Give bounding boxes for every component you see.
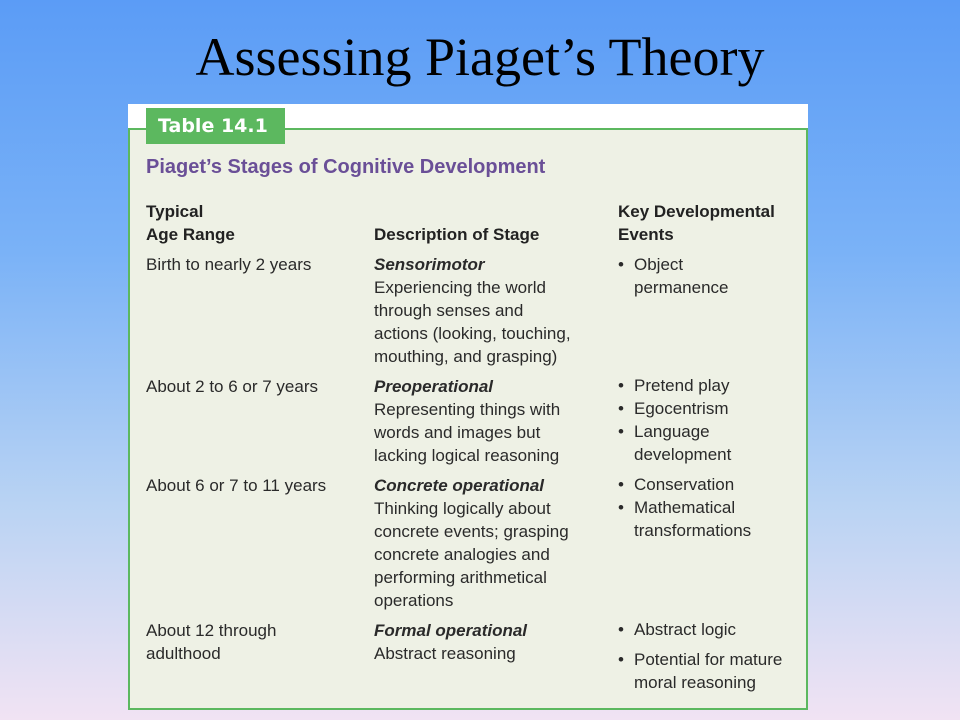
slide-title: Assessing Piaget’s Theory: [195, 27, 765, 87]
row-2-description: Preoperational Representing things with words and images but lacking logical reasoning: [374, 377, 561, 465]
event-item: • Egocentrism: [618, 399, 729, 418]
row-4-age: About 12 through adulthood: [146, 621, 277, 663]
table-heading: Piaget’s Stages of Cognitive Development: [146, 156, 546, 178]
stage-name: Formal operational: [374, 621, 528, 640]
row-1-age: Birth to nearly 2 years: [146, 255, 312, 274]
event-item: • Conservation: [618, 475, 735, 494]
row-1-description: Sensorimotor Experiencing the world through senses and actions (looking, touching, mouthing, and grasping): [374, 255, 571, 366]
event-item: • Mathematical transformations: [618, 498, 752, 540]
stage-name: Concrete operational: [374, 476, 545, 495]
stage-name: Sensorimotor: [374, 255, 485, 274]
row-3-age: About 6 or 7 to 11 years: [146, 476, 327, 495]
stage-name: Preoperational: [374, 377, 494, 396]
row-3-description: Concrete operational Thinking logically about concrete events; grasping concrete analogies and performing arithmetical operations: [374, 476, 569, 610]
event-item: • Pretend play: [618, 376, 730, 395]
row-4-description: Formal operational Abstract reasoning: [374, 621, 528, 663]
table-number-tab: Table 14.1: [146, 108, 285, 144]
event-item: • Object permanence: [618, 255, 729, 297]
event-item: • Abstract logic: [618, 620, 737, 639]
row-2-age: About 2 to 6 or 7 years: [146, 377, 318, 396]
table-card: [128, 104, 808, 710]
event-item: • Potential for mature moral reasoning: [618, 650, 783, 692]
column-header-description: Description of Stage: [374, 225, 540, 244]
column-header-age-range: Typical Age Range: [146, 202, 235, 244]
row-4-events: [618, 618, 782, 694]
row-1-events: [618, 253, 729, 299]
row-3-events: [618, 473, 751, 542]
row-2-events: [618, 374, 731, 466]
event-item: • Language development: [618, 422, 732, 464]
column-header-key-events: Key Developmental Events: [618, 202, 775, 244]
